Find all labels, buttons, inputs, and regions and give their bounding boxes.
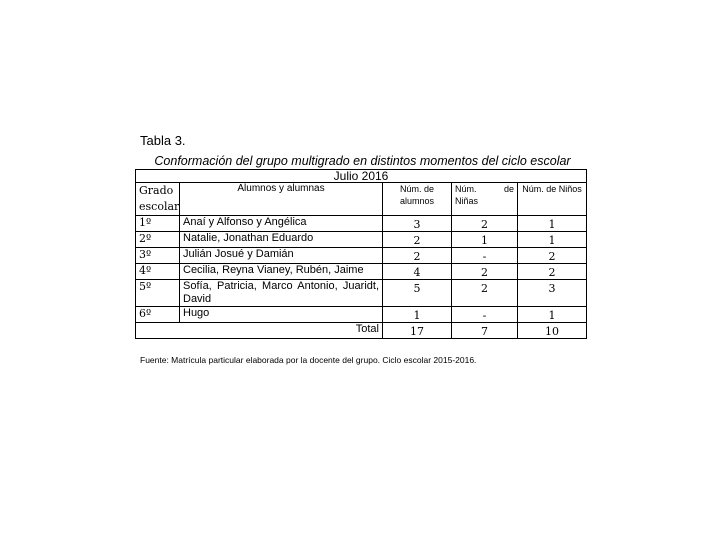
students-cell: 2	[383, 248, 452, 264]
boys-cell: 1	[518, 216, 587, 232]
boys-cell: 3	[518, 280, 587, 307]
enrollment-table	[135, 169, 587, 339]
grade-cell: 5º	[136, 280, 180, 307]
names-cell: Cecilia, Reyna Vianey, Rubén, Jaime	[180, 264, 383, 280]
grade-cell: 4º	[136, 264, 180, 280]
month-row	[136, 170, 587, 183]
students-cell: 3	[383, 216, 452, 232]
names-cell: Anaí y Alfonso y Angélica	[180, 216, 383, 232]
table-row	[136, 280, 587, 307]
table-caption: Conformación del grupo multigrado en distintos momentos del ciclo escolar	[154, 154, 571, 168]
header-students: Núm. de alumnos	[383, 183, 452, 216]
table-label: Tabla 3.	[140, 133, 186, 148]
girls-cell: 2	[452, 216, 518, 232]
total-students: 17	[383, 323, 452, 339]
students-cell: 2	[383, 232, 452, 248]
grade-cell: 2º	[136, 232, 180, 248]
table-row	[136, 264, 587, 280]
grade-cell: 1º	[136, 216, 180, 232]
names-cell: Natalie, Jonathan Eduardo	[180, 232, 383, 248]
names-cell: Sofía, Patricia, Marco Antonio, Juaridt, David	[180, 280, 383, 307]
total-row	[136, 323, 587, 339]
students-cell: 1	[383, 307, 452, 323]
total-girls: 7	[452, 323, 518, 339]
header-names: Alumnos y alumnas	[180, 183, 383, 216]
total-label: Total	[136, 323, 383, 339]
girls-cell: -	[452, 248, 518, 264]
table-row	[136, 216, 587, 232]
names-cell: Julián Josué y Damián	[180, 248, 383, 264]
boys-cell: 2	[518, 248, 587, 264]
boys-cell: 1	[518, 307, 587, 323]
students-cell: 4	[383, 264, 452, 280]
grade-cell: 6º	[136, 307, 180, 323]
table-row	[136, 248, 587, 264]
header-grade: Grado escolar	[136, 183, 180, 216]
names-cell: Hugo	[180, 307, 383, 323]
header-boys: Núm. de Niños	[518, 183, 587, 216]
table-row	[136, 307, 587, 323]
grade-cell: 3º	[136, 248, 180, 264]
girls-cell: -	[452, 307, 518, 323]
table-row	[136, 232, 587, 248]
month-header: Julio 2016	[136, 170, 587, 183]
header-girls: Núm. de Niñas	[452, 183, 518, 216]
total-boys: 10	[518, 323, 587, 339]
boys-cell: 2	[518, 264, 587, 280]
boys-cell: 1	[518, 232, 587, 248]
students-cell: 5	[383, 280, 452, 307]
header-row	[136, 183, 587, 216]
source-note: Fuente: Matrícula particular elaborada por la docente del grupo. Ciclo escolar 2015-2016.	[140, 355, 477, 365]
girls-cell: 2	[452, 264, 518, 280]
girls-cell: 1	[452, 232, 518, 248]
girls-cell: 2	[452, 280, 518, 307]
